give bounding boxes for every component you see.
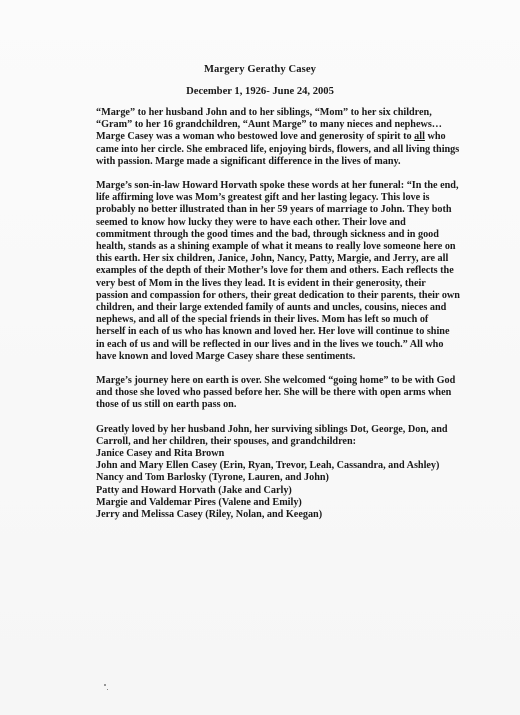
text-line: health, stands as a shining example of what it means to really love someone here on (96, 241, 456, 253)
document-title: Margery Gerathy Casey (203, 64, 317, 75)
text-line: have known and loved Marge Casey share these sentiments. (96, 350, 356, 362)
text-line: came into her circle. She embraced life, enjoying birds, flowers, and all living things (96, 143, 460, 155)
text-line: and those she loved who passed before her. She will be there with open arms when (96, 387, 452, 399)
underlined-word: all (414, 131, 425, 143)
text-line: commitment through the good times and the bad, through sickness and in good (96, 228, 439, 240)
text-line: Marge’s son-in-law Howard Horvath spoke these words at her funeral: “In the end, (96, 180, 459, 192)
text-line: those of us still on earth pass on. (96, 399, 237, 411)
intro-paragraph (96, 107, 476, 168)
text-line (96, 131, 476, 143)
text-line: in each of us and will be reflected in our lives and in the lives we touch.” All who (96, 338, 444, 350)
family-line: Patty and Howard Horvath (Jake and Carly) (96, 484, 292, 496)
survivors-paragraph (96, 424, 476, 522)
text-line: Carroll, and her children, their spouses, and grandchildren: (96, 435, 357, 447)
text-line: nephews, and all of the special friends in their lives. Mom has left so much of (96, 314, 429, 326)
text-line: children, and their large extended family of aunts and uncles, cousins, nieces and (96, 302, 447, 314)
family-line: Jerry and Melissa Casey (Riley, Nolan, and Keegan) (96, 509, 323, 521)
family-line: Janice Casey and Rita Brown (96, 448, 225, 460)
text-segment: Marge Casey was a woman who bestowed love and generosity of spirit to (96, 131, 415, 143)
text-line: very best of Mom in the lives they lead. It is evident in their generosity, their (96, 277, 426, 289)
text-line: passion and compassion for others, their great dedication to their parents, their own (96, 289, 460, 301)
text-line: “Gram” to her 16 grandchildren, “Aunt Marge” to many nieces and nephews… (96, 119, 442, 131)
text-segment: who (424, 131, 446, 143)
family-line: Nancy and Tom Barlosky (Tyrone, Lauren, and John) (96, 472, 329, 484)
text-line: herself in each of us who has known and loved her. Her love will continue to shine (96, 326, 450, 338)
text-line: Marge’s journey here on earth is over. She welcomed “going home” to be with God (96, 375, 456, 387)
text-line: life affirming love was Mom’s greatest gift and her lasting legacy. This love is (96, 192, 430, 204)
eulogy-paragraph (96, 180, 476, 363)
text-line: probably no better illustrated than in her 59 years of marriage to John. They both (96, 204, 452, 216)
family-line: John and Mary Ellen Casey (Erin, Ryan, Trevor, Leah, Cassandra, and Ashley) (96, 460, 440, 472)
text-line: seemed to know how lucky they were to have each other. Their love and (96, 216, 406, 228)
text-line: with passion. Marge made a significant difference in the lives of many. (96, 155, 401, 167)
text-line: examples of the depth of their Mother’s love for them and others. Each reflects the (96, 265, 454, 277)
text-line: this earth. Her six children, Janice, John, Nancy, Patty, Margie, and Jerry, are all (96, 253, 449, 265)
scan-speck (104, 684, 106, 686)
document-body (96, 107, 476, 533)
text-line: “Marge” to her husband John and to her siblings, “Mom” to her six children, (96, 107, 432, 118)
text-line: Greatly loved by her husband John, her surviving siblings Dot, George, Don, and (96, 423, 448, 435)
journey-paragraph (96, 375, 476, 412)
scan-speck (107, 689, 108, 690)
life-dates: December 1, 1926- June 24, 2005 (186, 86, 334, 97)
family-line: Margie and Valdemar Pires (Valene and Emily) (96, 496, 302, 508)
